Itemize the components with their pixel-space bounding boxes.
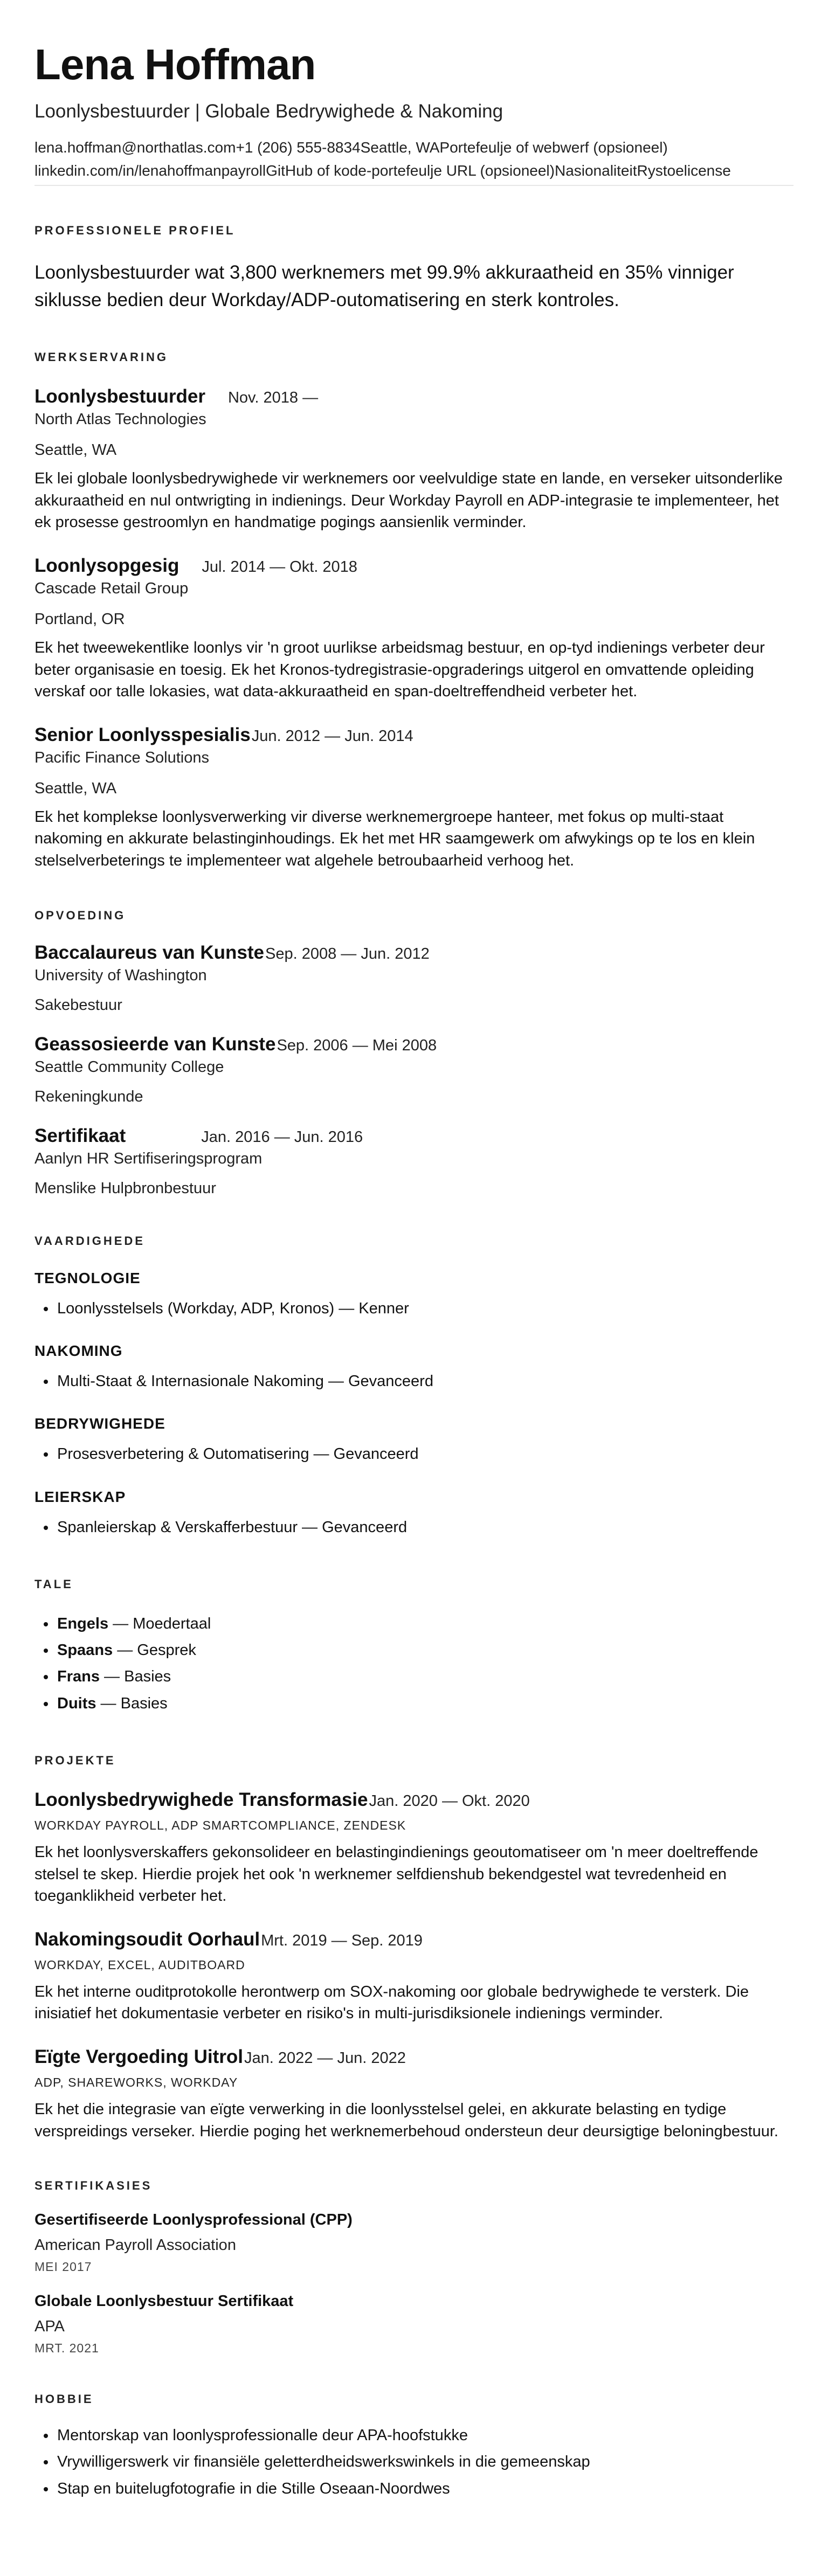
- language-level: — Basies: [96, 1694, 168, 1712]
- skill-list: [34, 1368, 794, 1395]
- job-location: Seattle, WA: [34, 779, 117, 797]
- degree-title: Baccalaureus van Kunste: [34, 941, 265, 963]
- project-entry: [34, 1929, 794, 2025]
- degree-dates: Sep. 2008 — Jun. 2012: [265, 945, 430, 962]
- study-field: Menslike Hulpbronbestuur: [34, 1179, 216, 1197]
- certification-entry: [34, 2211, 794, 2274]
- project-title: Loonlysbedrywighede Transformasie: [34, 1789, 368, 1810]
- job-description: Ek het komplekse loonlysverwerking vir diverse werknemergroepe hanteer, met fokus op multi-staat nakoming en akkurate belastinginhoudings. Ek het met HR saamgewerk om afwykings op te los en klein stelselverbeterings te implementeer wat algehele betroubaarheid verhoog het.: [34, 808, 755, 870]
- job-dates: Jul. 2014 — Okt. 2018: [202, 558, 357, 576]
- project-entry: [34, 1789, 794, 1907]
- certification-issuer: APA: [34, 2318, 65, 2336]
- contact-line-1: lena.hoffman@northatlas.com+1 (206) 555-8834Seattle, WAPortefeulje of webwerf (opsioneel): [34, 139, 668, 156]
- certification-issuer: American Payroll Association: [34, 2236, 236, 2254]
- school-name: Aanlyn HR Sertifiseringsprogram: [34, 1149, 263, 1167]
- skill-category: NAKOMING: [34, 1342, 123, 1359]
- skill-category: LEIERSKAP: [34, 1488, 126, 1505]
- certification-entry: [34, 2293, 794, 2356]
- section-heading-projects: PROJEKTE: [34, 1754, 116, 1767]
- section-heading-hobbies: HOBBIE: [34, 2392, 94, 2406]
- project-tech: ADP, SHAREWORKS, WORKDAY: [34, 2075, 238, 2089]
- job-description: Ek lei globale loonlysbedrywighede vir werknemers oor veelvuldige state en lande, en verseker uitsonderlike akkuraatheid en nul ontwrigting in indienings. Deur Workday Payroll en ADP-integrasie te implementeer, het ek prosesse gestroomlyn en handmatige pogings aansienlik verminder.: [34, 470, 783, 531]
- section-heading-skills: VAARDIGHEDE: [34, 1234, 145, 1248]
- skill-item: • Spanleierskap & Verskafferbestuur — Gevanceerd: [56, 1514, 794, 1541]
- project-tech: WORKDAY, EXCEL, AUDITBOARD: [34, 1957, 245, 1972]
- section-heading-profile: PROFESSIONELE PROFIEL: [34, 223, 236, 237]
- hobby-item: • Vrywilligerswerk vir finansiële geletterdheidswerkswinkels in die gemeenskap: [56, 2449, 794, 2475]
- language-list: [34, 1611, 794, 1717]
- project-dates: Jan. 2022 — Jun. 2022: [244, 2049, 406, 2067]
- experience-entry: [34, 555, 794, 703]
- school-name: University of Washington: [34, 966, 207, 984]
- job-title: Loonlysbestuurder: [34, 386, 205, 407]
- project-dates: Mrt. 2019 — Sep. 2019: [261, 1931, 423, 1949]
- section-heading-languages: TALE: [34, 1577, 73, 1591]
- project-description: Ek het die integrasie van eïgte verwerking in die loonlysstelsel gelei, en akkurate belasting en tydige verspreidings verseker. Hierdie poging het werknemerbehoud ondersteun deur deursigtige beloningbestuur.: [34, 2100, 778, 2140]
- hobby-item: • Mentorskap van loonlysprofessionalle deur APA-hoofstukke: [56, 2422, 794, 2449]
- certification-date: MRT. 2021: [34, 2341, 99, 2356]
- hobby-item: • Stap en buitelugfotografie in die Stille Oseaan-Noordwes: [56, 2476, 794, 2502]
- project-description: Ek het loonlysverskaffers gekonsolideer en belastingindienings geoutomatiseer om 'n meer doeltreffende stelsel te skep. Hierdie projek het ook 'n werknemer selfdienshub bekendgestel wat tevredenheid en toeganklikheid verbeter het.: [34, 1844, 758, 1905]
- project-title: Eïgte Vergoeding Uitrol: [34, 2046, 243, 2067]
- language-item: [56, 1691, 794, 1717]
- project-title: Nakomingsoudit Oorhaul: [34, 1928, 260, 1950]
- education-entry: [34, 942, 794, 1014]
- study-field: Rekeningkunde: [34, 1088, 143, 1105]
- degree-dates: Sep. 2006 — Mei 2008: [277, 1036, 437, 1054]
- education-entry: [34, 1125, 794, 1197]
- certification-date: MEI 2017: [34, 2260, 92, 2274]
- education-entry: [34, 1034, 794, 1106]
- contact-line-2: linkedin.com/in/lenahoffmanpayrollGitHub of kode-portefeulje URL (opsioneel)NasionaliteitRystoelicense: [34, 162, 731, 179]
- section-heading-education: OPVOEDING: [34, 908, 126, 922]
- certification-title: Globale Loonlysbestuur Sertifikaat: [34, 2293, 294, 2310]
- experience-entry: [34, 386, 794, 534]
- skill-item: • Multi-Staat & Internasionale Nakoming — Gevanceerd: [56, 1368, 794, 1395]
- job-location: Seattle, WA: [34, 441, 117, 459]
- language-name: Engels: [57, 1615, 109, 1632]
- degree-title: Sertifikaat: [34, 1125, 126, 1146]
- certification-title: Gesertifiseerde Loonlysprofessional (CPP): [34, 2211, 353, 2229]
- job-description: Ek het tweewekentlike loonlys vir 'n groot uurlikse arbeidsmag bestuur, en op-tyd indienings verbeter deur beter organisasie en toesig. Ek het Kronos-tydregistrasie-opgraderings uitgerol en omvattende opleiding verskaf oor talle lokasies, wat data-akkuraatheid en span-doeltreffendheid verbeter het.: [34, 639, 765, 701]
- study-field: Sakebestuur: [34, 996, 122, 1014]
- hobby-list: [34, 2422, 794, 2502]
- language-level: — Gesprek: [113, 1642, 196, 1659]
- job-dates: Jun. 2012 — Jun. 2014: [251, 727, 413, 745]
- language-level: — Moedertaal: [108, 1615, 211, 1632]
- experience-entry: [34, 724, 794, 872]
- section-heading-experience: WERKSERVARING: [34, 350, 168, 364]
- contact-info: [34, 136, 794, 186]
- project-description: Ek het interne ouditprotokolle herontwerp om SOX-nakoming oor globale bedrywighede te versterk. Die inisiatief het dokumentasie verbeter en risiko's in multi-jurisdiksionele indienings verminder.: [34, 1983, 749, 2023]
- language-item: [56, 1664, 794, 1690]
- language-level: — Basies: [99, 1668, 171, 1686]
- candidate-headline: Loonlysbestuurder | Globale Bedrywighede & Nakoming: [34, 101, 503, 122]
- skill-item: • Prosesverbetering & Outomatisering — Gevanceerd: [56, 1441, 794, 1467]
- language-name: Spaans: [57, 1642, 113, 1659]
- section-heading-certifications: SERTIFIKASIES: [34, 2179, 153, 2193]
- language-name: Frans: [57, 1668, 100, 1686]
- degree-dates: Jan. 2016 — Jun. 2016: [201, 1128, 363, 1146]
- language-item: [56, 1637, 794, 1664]
- project-entry: [34, 2046, 794, 2142]
- job-dates: Nov. 2018 —: [227, 389, 319, 407]
- degree-title: Geassosieerde van Kunste: [34, 1033, 276, 1055]
- job-location: Portland, OR: [34, 611, 125, 628]
- skill-item: • Loonlysstelsels (Workday, ADP, Kronos) — Kenner: [56, 1296, 794, 1322]
- job-company: North Atlas Technologies: [34, 411, 206, 428]
- job-company: Cascade Retail Group: [34, 580, 189, 598]
- project-dates: Jan. 2020 — Okt. 2020: [369, 1792, 530, 1810]
- profile-summary: Loonlysbestuurder wat 3,800 werknemers met 99.9% akkuraatheid en 35% vinniger siklusse bedien deur Workday/ADP-outomatisering en sterk kontroles.: [34, 261, 734, 310]
- project-tech: WORKDAY PAYROLL, ADP SMARTCOMPLIANCE, ZENDESK: [34, 1818, 406, 1832]
- skill-category: BEDRYWIGHEDE: [34, 1415, 165, 1432]
- skill-category: TEGNOLOGIE: [34, 1269, 141, 1286]
- skill-list: [34, 1514, 794, 1541]
- job-company: Pacific Finance Solutions: [34, 749, 209, 766]
- job-title: Loonlysopgesig: [34, 555, 180, 577]
- skill-list: [34, 1441, 794, 1467]
- language-name: Duits: [57, 1694, 96, 1712]
- school-name: Seattle Community College: [34, 1058, 224, 1076]
- language-item: [56, 1611, 794, 1637]
- skill-list: [34, 1296, 794, 1322]
- job-title: Senior Loonlysspesialis: [34, 724, 251, 745]
- candidate-name: Lena Hoffman: [34, 40, 316, 88]
